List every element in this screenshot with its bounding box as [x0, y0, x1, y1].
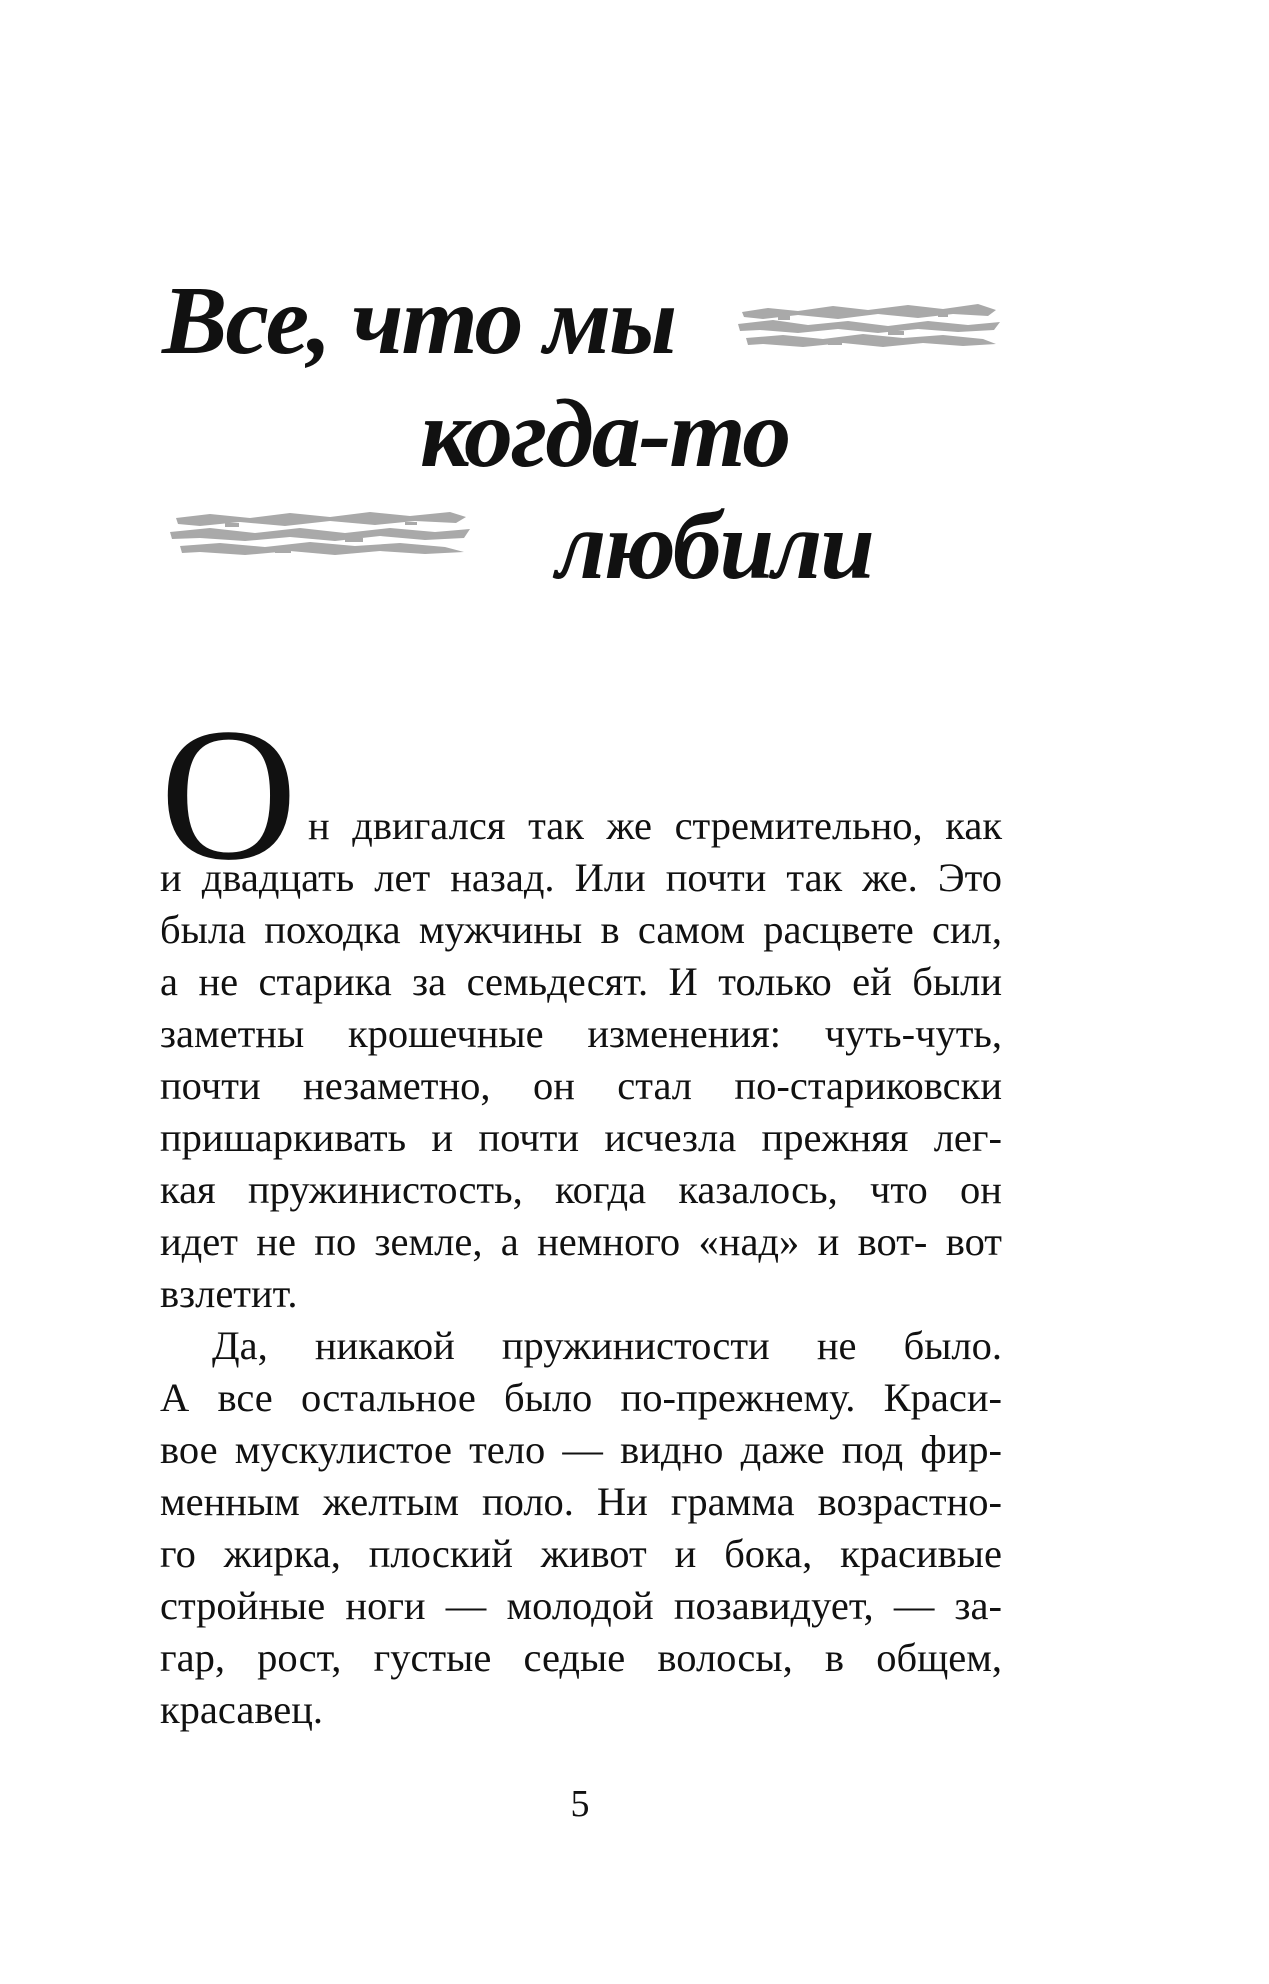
chapter-title-line-2: когда-то [420, 380, 790, 488]
text-line: взлетит. [160, 1271, 298, 1316]
chapter-title-line-1: Все, что мы [162, 267, 676, 375]
text-line: и двадцать лет назад. Или почти так же. Это [160, 855, 1002, 900]
chapter-body [160, 800, 1002, 1736]
text-line: менным желтым поло. Ни грамма возрастно- [160, 1479, 1002, 1524]
paragraph-first-line: н двигался так же стремительно, как [308, 803, 1002, 848]
brush-stroke-decoration-bottom [170, 508, 470, 558]
text-line: а не старика за семьдесят. И только ей были [160, 959, 1002, 1004]
text-line: была походка мужчины в самом расцвете сил, [160, 907, 1002, 952]
text-line: стройные ноги — молодой позавидует, — за- [160, 1583, 1002, 1628]
text-line: гар, рост, густые седые волосы, в общем, [160, 1635, 1002, 1680]
text-line: почти незаметно, он стал по-стариковски [160, 1063, 1002, 1108]
text-line: кая пружинистость, когда казалось, что он [160, 1167, 1002, 1212]
text-line: красавец. [160, 1687, 324, 1732]
text-line: Да, никакой пружинистости не было. [212, 1323, 1002, 1368]
text-line: вое мускулистое тело — видно даже под фир- [160, 1427, 1002, 1472]
chapter-title-line-3: любили [556, 492, 873, 600]
text-line: идет не по земле, а немного «над» и вот- вот [160, 1219, 1002, 1264]
page-number: 5 [570, 1783, 590, 1825]
drop-cap-letter: О [160, 690, 298, 900]
text-line: А все остальное было по-прежнему. Краси- [160, 1375, 1002, 1420]
text-line: пришаркивать и почти исчезла прежняя лег- [160, 1115, 1002, 1160]
brush-stroke-decoration-top [738, 302, 1000, 350]
text-line: го жирка, плоский живот и бока, красивые [160, 1531, 1002, 1576]
text-line: заметны крошечные изменения: чуть-чуть, [160, 1011, 1002, 1056]
